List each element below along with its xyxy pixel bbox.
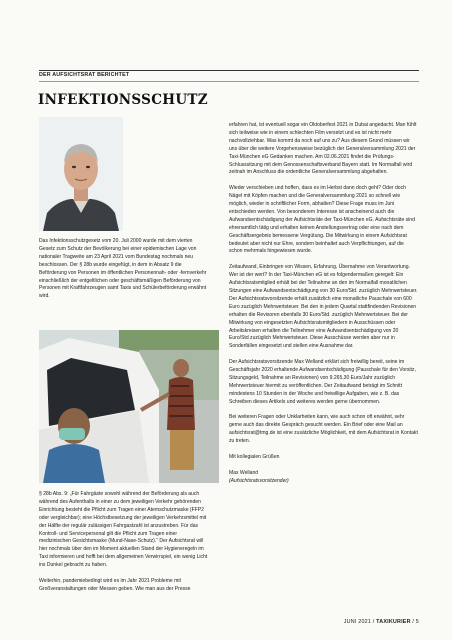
column-right bbox=[229, 122, 418, 486]
column-left-top bbox=[39, 238, 209, 301]
top-rule bbox=[39, 70, 419, 71]
section-kicker: DER AUFSICHTSRAT BERICHTET bbox=[39, 72, 130, 78]
taxi-mask-photo bbox=[39, 330, 219, 483]
portrait-illustration bbox=[39, 117, 123, 231]
paragraph: Mit kollegialen Grüßen bbox=[229, 453, 280, 460]
article-headline: INFEKTIONSSCHUTZ bbox=[38, 92, 208, 108]
signature-name: Max Welland bbox=[229, 469, 259, 476]
paragraph: erfahren hat, ist eventuell sogar ein Oktoberfest 2021 in Dubai angedacht. Man fühlt sich teilweise wie in einem schlechten Film versetzt und es ist nicht mehr nachvollziehbar. Was kommt da noch auf uns zu? Aus diesem Grund müssen wir uns über die weitere Vorgehensweise bezüglich der Generalversammlung 2021 der Taxi-München eG Gedanken machen. Am 02.06.2021 findet die Prüfungs-Schlusssitzung mit dem Genossenschaftsverband Bayern statt. Im Normalfall wird zeitnah im Anschluss die ordentliche Generalversammlung abgehalten. bbox=[229, 122, 417, 176]
footer-issue: JUNI 2021 / bbox=[343, 619, 375, 625]
paragraph: Der Aufsichtsratsvorsitzende Max Welland erklärt sich freiwillig bereit, seine im Geschäftsjahr 2020 erhaltende Aufwandsentschädigung (Pauschale für den Vorsitz, Sitzungsgeld, Teilnahme an Revisionen) von 9.265,30 Euro/Jahr zuzüglich Mehrwertsteuer hiermit zu veröffentlichen. Der Zeitaufwand beträgt im Schnitt mindestens 10 Stunden in der Woche und freiwillige Aufgaben, wie z. B. das Schreiben dieses Artikels und weiteres werden gerne übernommen. bbox=[229, 359, 416, 405]
portrait-photo bbox=[39, 117, 123, 231]
taxi-scene-illustration bbox=[39, 330, 219, 483]
paragraph: Wieder verschieben und hoffen, dass es im Herbst dann doch geht? Oder doch Nägel mit Köpfen machen und die Generalversammlung 2021 so schnell wie möglich, wieder in schriftlicher Form, abhalten? Diese Frage muss im Juni entschieden werden. Von besonderem Interesse ist anscheinend auch die Aufwandsentschädigung der Aufsichtsräte der Taxi-München eG. Aufsichtsräte sind ehrenamtlich tätig und erhalten keinen Anstellungsvertrag oder eine nach dem Geschäftsergebnis bemessene Vergütung. Die Mitwirkung in einem Aufsichtsrat bedeutet aber nicht nur Ehre, sondern beinhaltet auch Verpflichtungen, auf die schon mehrmals hingewiesen wurde. bbox=[229, 185, 415, 255]
paragraph: Bei weiteren Fragen oder Unklarheiten kann, wie auch schon oft erwähnt, sehr gerne auch das direkte Gespräch gesucht werden. Ein Brief oder eine Mail an aufsichtsrat@tmg.de ist eine zusätzliche Möglichkeit, mit dem Aufsichtsrat in Kontakt zu treten. bbox=[229, 414, 418, 445]
paragraph: § 28b Abs. 9: „Für Fahrgäste sowohl während der Beförderung als auch während des Aufenthalts in einer zu dem jeweiligen Verkehr gehörenden Einrichtung besteht die Pflicht zum Tragen einer Atemschutzmaske (FFP2 oder vergleichbar); eine Höchstbesetzung der jeweiligen Verkehrsmittel mit der Hälfte der regulär zulässigen Fahrgastzahl ist anzustreben. Für das Kontroll- und Servicepersonal gilt die Pflicht zum Tragen einer medizinischen Gesichtsmaske (Mund-Nase-Schutz).“ Der Aufsichtsrat will hier nochmals über den im Moment aktuellen Stand der Hygieneregeln im Taxi informieren und hofft bei dem allgemeinen Verwirrspiel, ein wenig Licht ins Dunkel gebracht zu haben. bbox=[39, 491, 208, 569]
page-footer bbox=[344, 619, 419, 625]
paragraph: Weiterhin, pandemiebedingt wird es im Jahr 2021 Probleme mit Großveranstaltungen oder Messen geben. Wie man aus der Presse bbox=[39, 577, 191, 592]
column-left-bottom bbox=[39, 491, 209, 594]
signature-role: (Aufsichtsratsvorsitzender) bbox=[229, 477, 289, 484]
paragraph: Das Infektionsschutzgesetz vom 20. Juli 2000 wurde mit dem vierten Gesetz zum Schutz der Bevölkerung bei einer epidemischen Lage von nationaler Tragweite am 23 April 2021 vom Bundestag nochmals neu beschlossen. Der § 28b wurde eingefügt, in dem in Absatz 9 die Beförderung von Personen im öffentlichen Personennah- oder -fernverkehr einschließlich der entgeltlichen oder geschäftsmäßigen Beförderung von Personen mit Kraftfahrzeugen samt Taxis und Schülerbeförderung erwähnt wird. bbox=[39, 238, 207, 300]
paragraph: Zeitaufwand, Einbringen von Wissen, Erfahrung, Übernahme von Verantwortung. Wer ist der wert? In der Taxi-München eG ist es folgendermaßen geregelt: Ein Aufsichtsratsmitglied erhält bei der Teilnahme an den im Normalfall monatlichen Sitzungen eine Aufwandsentschädigung von 30 Euro/Std. zuzüglich Mehrwertsteuer. Der Aufsichtsratsvorsitzende erhält zusätzlich eine monatliche Pauschale von 600 Euro zuzüglich Mehrwertsteuer. Bei den in jedem Quartal stattfindenden Revisionen erhalten die Revisoren ebenfalls 30 Euro/Std. zuzüglich Mehrwertsteuer. Bei der Mitwirkung von eingesetzten Aufsichtsratsmitgliedern in Ausschüssen oder Arbeitskreisen erhalten die Teilnehmer eine Aufwandsentschädigung von 20 Euro/Std zuzüglich Mehrwertsteuer. Diese Ausschüsse werden aber nur in Sonderfällen eingesetzt und stellen eine Ausnahme dar. bbox=[229, 264, 418, 350]
footer-magazine: TAXIKURIER bbox=[376, 619, 411, 625]
kicker-rule bbox=[39, 81, 419, 82]
footer-page: / 5 bbox=[412, 619, 419, 625]
